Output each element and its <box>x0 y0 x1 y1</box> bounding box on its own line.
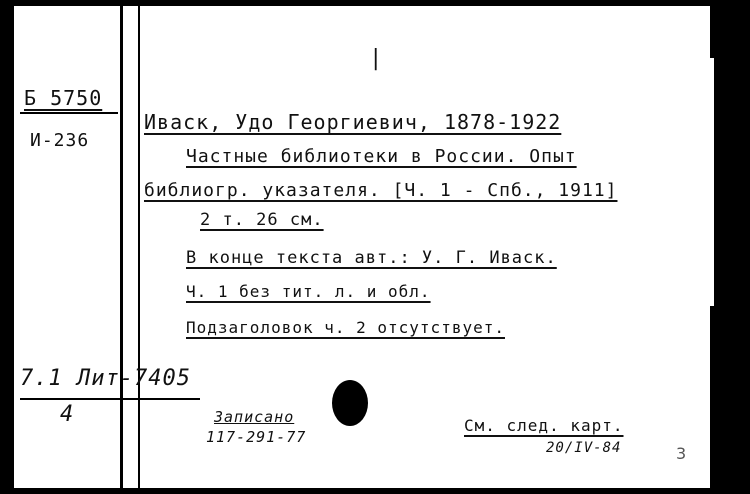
handwritten-code: 117-291-77 <box>206 428 307 446</box>
left-margin-rule <box>120 6 123 488</box>
page-marker: | <box>372 46 380 71</box>
handwritten-copy-count: 4 <box>60 402 75 427</box>
note-author-at-end: В конце текста авт.: У. Г. Иваск. <box>186 248 557 268</box>
shelfmark-rule-1 <box>20 112 118 114</box>
handwritten-recorded: Записано <box>214 408 295 426</box>
scan-edge-mark-bottom <box>710 306 714 488</box>
scan-edge-mark-top <box>710 6 714 58</box>
heading-author: Иваск, Удо Георгиевич, 1878-1922 <box>144 110 562 134</box>
note-no-title-page: Ч. 1 без тит. л. и обл. <box>186 282 431 301</box>
shelfmark-secondary: И-236 <box>30 130 90 151</box>
title-line-1: Частные библиотеки в России. Опыт <box>186 146 577 167</box>
corner-mark: 3 <box>676 444 687 463</box>
title-line-2: библиогр. указателя. [Ч. 1 - Спб., 1911] <box>144 180 618 201</box>
physical-description: 2 т. 26 см. <box>200 210 324 230</box>
shelfmark-rule-2 <box>20 398 200 400</box>
shelfmark-primary: Б 5750 <box>24 86 103 110</box>
right-margin-rule <box>138 6 140 488</box>
handwritten-date-signature: 20/IV-84 <box>546 440 622 456</box>
ink-blot <box>332 380 368 426</box>
catalog-card <box>14 6 714 488</box>
note-no-subtitle: Подзаголовок ч. 2 отсутствует. <box>186 318 505 337</box>
handwritten-acc-number: 7.1 Лит-7405 <box>20 366 191 391</box>
see-next-card: См. след. карт. <box>464 416 624 435</box>
